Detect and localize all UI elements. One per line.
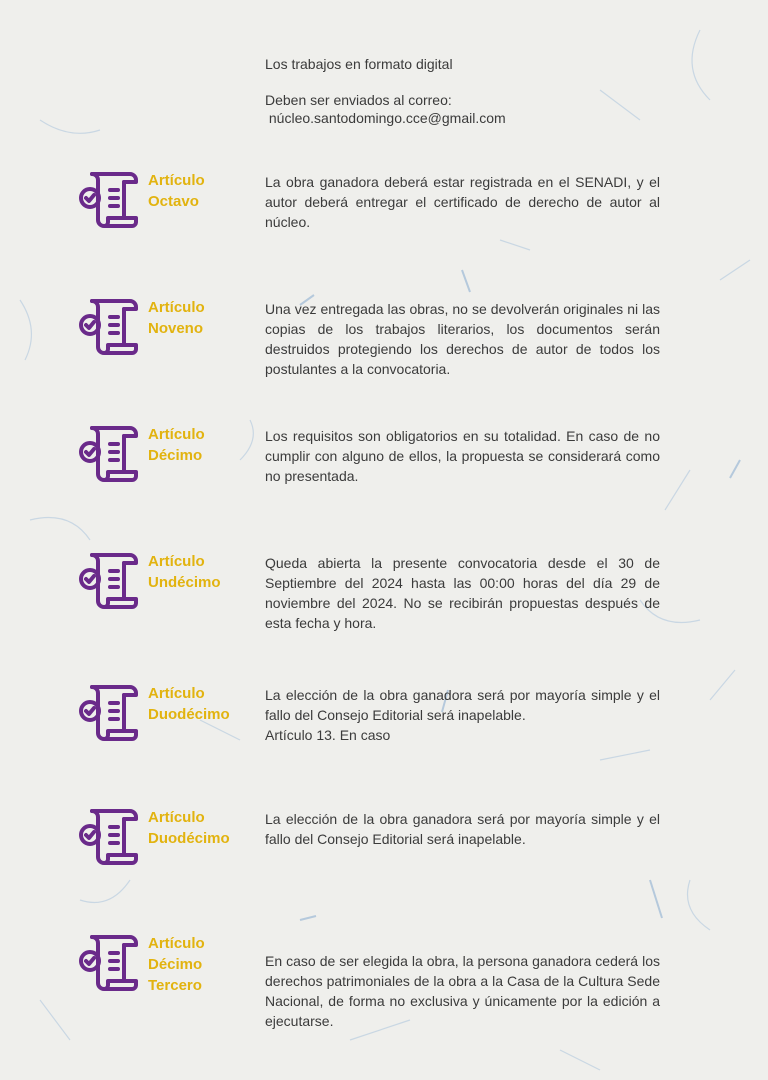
article-body: Queda abierta la presente convocatoria desde el 30 de Septiembre del 2024 hasta las 00:00 horas del día 29 de noviembre del 2024. No se recibirán propuestas después de esta fecha y hora.: [265, 555, 660, 631]
intro-format-line: Los trabajos en formato digital: [265, 56, 453, 72]
scroll-check-icon: [78, 805, 138, 867]
intro-send-line: Deben ser enviados al correo:: [265, 92, 452, 108]
article-body: Los requisitos son obligatorios en su totalidad. En caso de no cumplir con alguno de ellos, la propuesta se considerará como no presentada.: [265, 428, 660, 484]
article-title: [148, 170, 260, 212]
title-line: Artículo: [148, 809, 205, 826]
title-line: Artículo: [148, 935, 205, 952]
title-line: Artículo: [148, 553, 205, 570]
scroll-check-icon: [78, 549, 138, 611]
title-line: Artículo: [148, 299, 205, 316]
article-title: [148, 551, 260, 593]
title-line: Duodécimo: [148, 706, 230, 723]
title-line: Noveno: [148, 320, 204, 337]
article-title: [148, 933, 260, 996]
title-line: Undécimo: [148, 574, 221, 591]
title-line: Artículo: [148, 426, 205, 443]
scroll-check-icon: [78, 422, 138, 484]
title-line: Décimo: [148, 956, 203, 973]
article-title: [148, 297, 260, 339]
article-body: [265, 685, 660, 745]
title-line: Artículo: [148, 172, 205, 189]
scroll-check-icon: [78, 295, 138, 357]
scroll-check-icon: [78, 168, 138, 230]
email-address: núcleo.santodomingo.cce@gmail.com: [268, 110, 506, 126]
scroll-check-icon: [78, 931, 138, 993]
article-body-extra: Artículo 13. En caso: [265, 727, 391, 743]
intro-block: [265, 55, 685, 127]
article-body: Una vez entregada las obras, no se devolverán originales ni las copias de los trabajos literarios, los documentos serán destruidos protegiendo los derechos de autor de todos los postulantes a la convocatoria.: [265, 301, 660, 377]
scroll-check-icon: [78, 681, 138, 743]
article-body: La elección de la obra ganadora será por mayoría simple y el fallo del Consejo Editorial será inapelable.: [265, 811, 660, 847]
article-body-text: La elección de la obra ganadora será por mayoría simple y el fallo del Consejo Editorial será inapelable.: [265, 687, 660, 723]
intro-email: [265, 109, 685, 127]
title-line: Tercero: [148, 977, 202, 994]
article-body: En caso de ser elegida la obra, la persona ganadora cederá los derechos patrimoniales de la obra a la Casa de la Cultura Sede Nacional, de forma no exclusiva y únicamente por la edición a ejecutarse.: [265, 953, 660, 1029]
title-line: Artículo: [148, 685, 205, 702]
title-line: Décimo: [148, 447, 203, 464]
article-title: [148, 424, 260, 466]
article-title: [148, 807, 260, 849]
article-body: La obra ganadora deberá estar registrada en el SENADI, y el autor deberá entregar el certificado de derecho de autor al núcleo.: [265, 174, 660, 230]
article-title: [148, 683, 260, 725]
title-line: Duodécimo: [148, 830, 230, 847]
title-line: Octavo: [148, 193, 199, 210]
